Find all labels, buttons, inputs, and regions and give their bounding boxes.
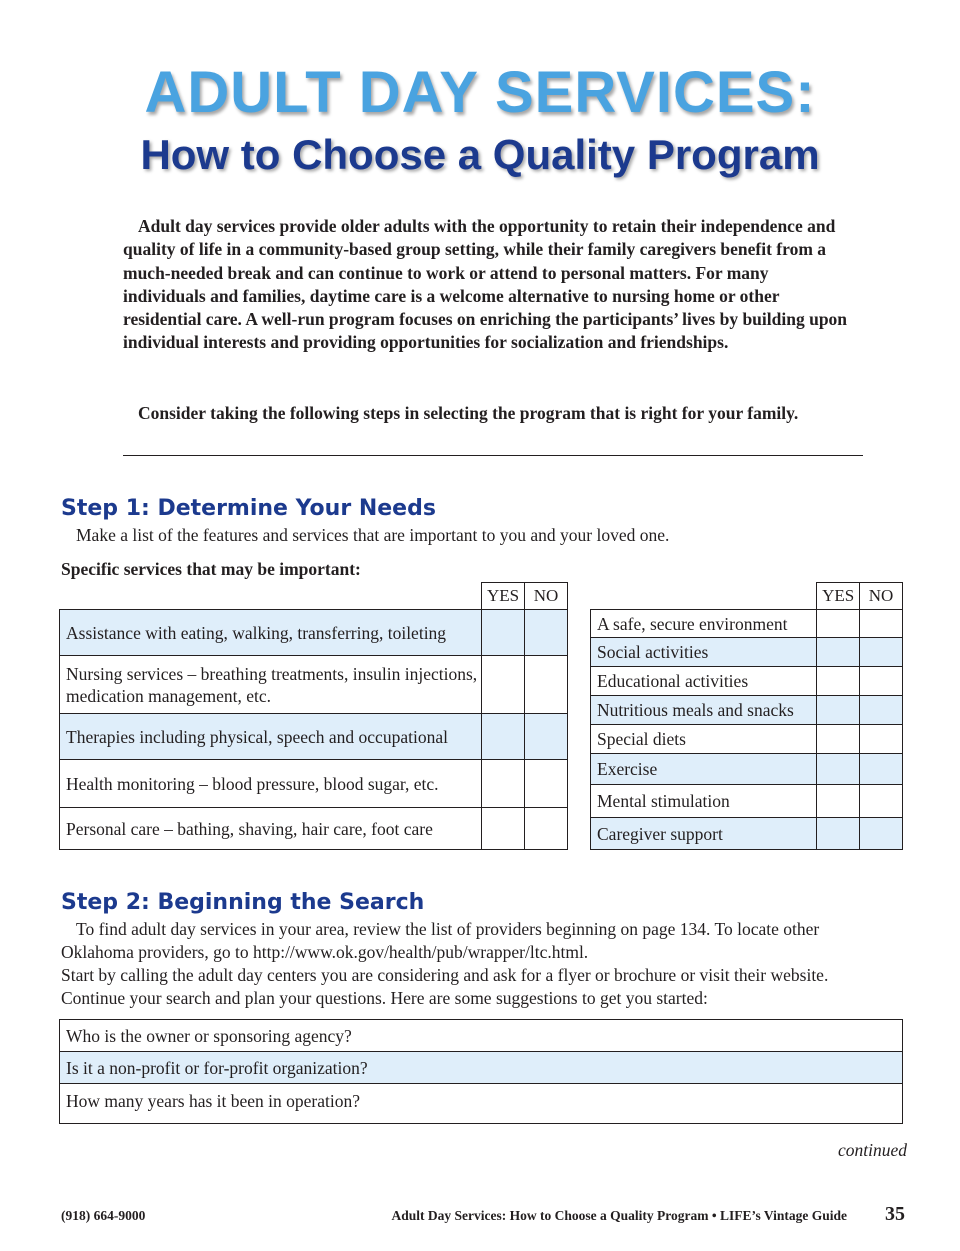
table-row (591, 725, 903, 754)
table-row (60, 656, 568, 714)
no-checkbox[interactable] (860, 754, 903, 785)
table-row (591, 696, 903, 725)
no-checkbox[interactable] (860, 785, 903, 818)
continued-note: continued (837, 1140, 907, 1160)
no-header: NO (525, 583, 568, 610)
service-label: Nursing services – breathing treatments, insulin injections, medication management, etc. (60, 656, 482, 714)
service-label: Assistance with eating, walking, transferring, toileting (60, 610, 482, 656)
service-label: Mental stimulation (591, 785, 817, 818)
yes-checkbox[interactable] (482, 714, 525, 760)
table-row (60, 610, 568, 656)
service-label: Health monitoring – blood pressure, blood sugar, etc. (60, 760, 482, 808)
questions-table (59, 1019, 903, 1124)
question-cell: Who is the owner or sponsoring agency? (60, 1020, 903, 1052)
table-row (591, 818, 903, 850)
no-checkbox[interactable] (860, 725, 903, 754)
service-label: Social activities (591, 638, 817, 667)
yes-header: YES (482, 583, 525, 610)
footer-guide-title: Adult Day Services: How to Choose a Quality Program • LIFE’s Vintage Guide (391, 1208, 847, 1223)
consider-paragraph: Consider taking the following steps in selecting the program that is right for your family. (138, 403, 799, 423)
step2-text-1: To find adult day services in your area, review the list of providers beginning on page 134. To locate other Oklahoma providers, go to http://www.ok.gov/health/pub/wrapper/ltc.html. (61, 919, 820, 963)
service-label: Nutritious meals and snacks (591, 696, 817, 725)
table-row (591, 610, 903, 638)
question-cell: How many years has it been in operation? (60, 1084, 903, 1124)
page-title: ADULT DAY SERVICES: (144, 60, 816, 125)
service-label: Therapies including physical, speech and occupational (60, 714, 482, 760)
yes-checkbox[interactable] (482, 656, 525, 714)
yes-header: YES (817, 583, 860, 610)
no-checkbox[interactable] (860, 667, 903, 696)
table-row (60, 760, 568, 808)
no-checkbox[interactable] (525, 760, 568, 808)
no-checkbox[interactable] (860, 818, 903, 850)
service-label: Personal care – bathing, shaving, hair care, foot care (60, 808, 482, 850)
footer-phone: (918) 664-9000 (61, 1208, 146, 1223)
yes-checkbox[interactable] (817, 667, 860, 696)
yes-checkbox[interactable] (817, 696, 860, 725)
step1-subheading: Specific services that may be important: (61, 559, 361, 579)
page-subtitle: How to Choose a Quality Program (140, 131, 820, 178)
table-row (60, 1020, 903, 1052)
intro-paragraph: Adult day services provide older adults with the opportunity to retain their independence and quality of life in a community-based group setting, while their family caregivers benefit from a much-needed break and can continue to work or attend to personal matters. For many individuals and families, daytime care is a welcome alternative to nursing home or other residential care. A well-run program focuses on enriching the participants’ lives by building upon individual interests and providing opportunities for socialization and friendships. (123, 216, 848, 353)
no-checkbox[interactable] (525, 714, 568, 760)
page-number: 35 (885, 1203, 905, 1225)
no-checkbox[interactable] (525, 610, 568, 656)
yes-checkbox[interactable] (817, 725, 860, 754)
no-header: NO (860, 583, 903, 610)
no-checkbox[interactable] (525, 656, 568, 714)
table-row (591, 638, 903, 667)
no-checkbox[interactable] (860, 610, 903, 638)
services-table-left (59, 582, 568, 850)
step2-text-2: Start by calling the adult day centers you are considering and ask for a flyer or brochure or visit their website. Continue your search and plan your questions. Here are some suggestions to get you started: (61, 965, 829, 1009)
step1-text: Make a list of the features and services that are important to you and your loved one. (76, 525, 670, 545)
step2-heading: Step 2: Beginning the Search (61, 890, 425, 915)
service-label: Educational activities (591, 667, 817, 696)
divider-rule (123, 455, 863, 456)
service-label: Caregiver support (591, 818, 817, 850)
no-checkbox[interactable] (525, 808, 568, 850)
yes-checkbox[interactable] (817, 610, 860, 638)
table-row (591, 785, 903, 818)
yes-checkbox[interactable] (482, 760, 525, 808)
yes-checkbox[interactable] (817, 785, 860, 818)
service-label: Special diets (591, 725, 817, 754)
table-row (60, 808, 568, 850)
table-row (60, 1052, 903, 1084)
service-label: Exercise (591, 754, 817, 785)
yes-checkbox[interactable] (482, 808, 525, 850)
service-label: A safe, secure environment (591, 610, 817, 638)
no-checkbox[interactable] (860, 638, 903, 667)
yes-checkbox[interactable] (817, 818, 860, 850)
yes-checkbox[interactable] (482, 610, 525, 656)
yes-checkbox[interactable] (817, 638, 860, 667)
table-row (591, 754, 903, 785)
step1-heading: Step 1: Determine Your Needs (61, 496, 436, 521)
table-row (60, 714, 568, 760)
no-checkbox[interactable] (860, 696, 903, 725)
services-table-right (590, 582, 903, 850)
yes-checkbox[interactable] (817, 754, 860, 785)
table-row (591, 667, 903, 696)
table-row (60, 1084, 903, 1124)
question-cell: Is it a non-profit or for-profit organization? (60, 1052, 903, 1084)
